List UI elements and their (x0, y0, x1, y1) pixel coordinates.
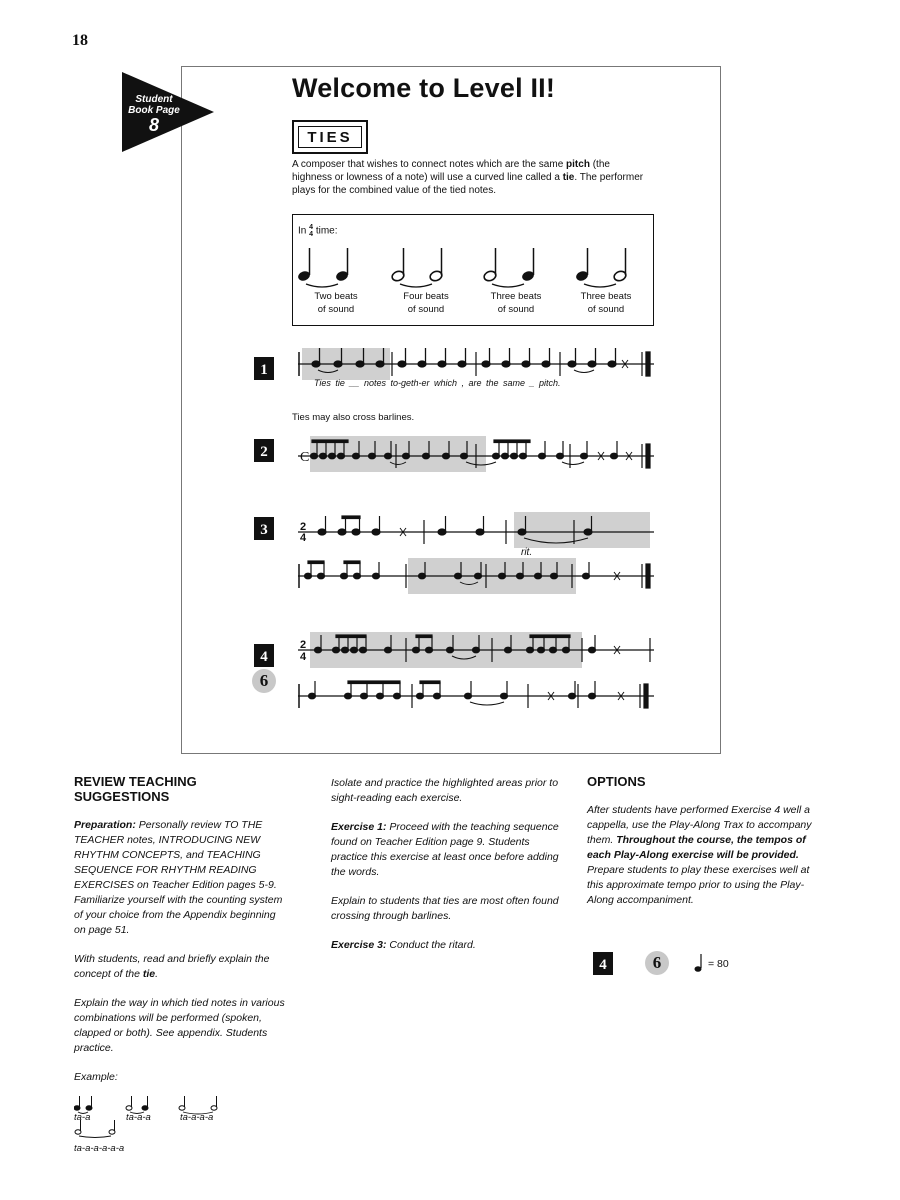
play-along-track-icon: 6 (252, 669, 276, 693)
example-label: Example: (74, 1071, 118, 1083)
quarter-note-icon (694, 952, 706, 974)
exercise-1-label: Exercise 1: (331, 821, 387, 833)
in-label: In (298, 225, 307, 237)
time-top: 4 (309, 224, 314, 231)
student-book-page-label (124, 94, 184, 134)
with-students-text: With students, read and briefly explain the concept of the (74, 953, 270, 980)
exercise-3-text: Conduct the ritard. (386, 939, 476, 951)
exercise-4-staff-line-2 (296, 676, 656, 716)
exercise-notes-column (331, 776, 563, 967)
period: . (155, 968, 159, 980)
page-title: Welcome to Level II! (292, 73, 556, 103)
time-signature-label (298, 224, 337, 238)
common-time-symbol: C (300, 450, 310, 465)
ex3-time-bottom: 4 (300, 532, 307, 544)
review-heading-line-1: REVIEW TEACHING (74, 774, 197, 789)
intro-text-3: . The performer plays for the combined value of the tied notes. (292, 172, 644, 196)
preparation-paragraph (74, 818, 286, 938)
preparation-text: Personally review TO THE TEACHER notes, INTRODUCING NEW RHYTHM CONCEPTS, and TEACHING SEQUENCE FOR RHYTHM READING EXERCISES on Teacher Edition pages 5-9. Familiarize yourself with the counting system of your choice from the Appendix beginning on page 51. (74, 819, 283, 936)
options-column (587, 774, 819, 922)
section-label: TIES (298, 126, 362, 148)
exercise-2-badge: 2 (254, 442, 274, 462)
count-4: ta-a-a-a-a-a (74, 1143, 125, 1154)
tempo-marking: = 80 (708, 958, 729, 970)
pitch-term: pitch (566, 159, 590, 170)
intro-text-1: A composer that wishes to connect notes which are the same (292, 159, 567, 170)
review-teaching-column (74, 774, 286, 1085)
ex3-time-top: 2 (300, 521, 307, 533)
caption-line-1: Three beats (580, 291, 632, 302)
exercise-2-staff (296, 434, 656, 474)
intro-text-2: (the highness or lowness of a note) will use a curved line called a (292, 159, 610, 183)
options-paragraph (587, 803, 819, 908)
cross-barlines-note: Ties may also cross barlines. (292, 412, 415, 423)
tie-example-notes (292, 240, 652, 290)
caption-line-2: of sound (407, 304, 445, 315)
exercise-3-badge: 3 (254, 520, 274, 540)
caption-line-1: Three beats (490, 291, 542, 302)
page-number: 18 (72, 32, 88, 49)
ex4-time-bottom: 4 (300, 651, 307, 663)
exercise-4-badge: 4 (254, 647, 274, 667)
caption-line-2: of sound (497, 304, 535, 315)
preparation-label: Preparation: (74, 819, 136, 831)
exercise-1-paragraph (331, 820, 563, 880)
options-track-icon: 6 (645, 951, 669, 975)
tab-page-number: 8 (148, 115, 159, 135)
options-text-1: After students have performed Exercise 4 well a cappella, use the Play-Along Trax to accompany them. (587, 804, 812, 846)
exercise-4-staff-line-1 (296, 630, 656, 670)
count-1: ta-a (74, 1112, 91, 1123)
counting-example-notes (74, 1094, 274, 1138)
tie-example-1 (297, 248, 349, 287)
exercise-1-staff (296, 342, 656, 382)
ritard-marking: rit. (521, 547, 533, 558)
section-label-box (292, 120, 368, 154)
options-text-2: Prepare students to play these exercises well at this approximate tempo prior to using the Play-Along accompaniment. (587, 864, 810, 906)
options-exercise-badge: 4 (593, 955, 613, 975)
time-bottom: 4 (309, 231, 314, 238)
tie-term: tie (562, 172, 575, 183)
caption-line-1: Four beats (403, 291, 449, 302)
exercise-1-text: Proceed with the teaching sequence found on Teacher Edition page 9. Students practice this exercise at least once before adding the words. (331, 821, 559, 878)
ties-crossing-paragraph: Explain to students that ties are most often found crossing through barlines. (331, 895, 559, 922)
count-2: ta-a-a (126, 1112, 151, 1123)
exercise-1-lyrics: Ties tie __ notes to-geth-er which , are the same _ pitch. (314, 378, 561, 388)
caption-line-2: of sound (317, 304, 355, 315)
exercise-1-badge: 1 (254, 360, 274, 380)
options-heading: OPTIONS (587, 774, 646, 789)
tie-caption-1 (301, 290, 371, 316)
time-label: time: (315, 225, 338, 237)
exercise-3-paragraph (331, 938, 563, 953)
tie-caption-4 (571, 290, 641, 316)
ties-intro-paragraph (292, 158, 652, 197)
exercise-3-staff-line-1 (296, 508, 656, 552)
exercise-3-staff-line-2 (296, 556, 656, 596)
tab-line-2: Book Page (128, 105, 180, 116)
ex4-time-top: 2 (300, 639, 307, 651)
tie-caption-3 (481, 290, 551, 316)
tie-word: tie (142, 968, 156, 980)
time-signature (309, 224, 313, 238)
tab-line-1: Student (135, 94, 173, 105)
exercise-3-label: Exercise 3: (331, 939, 387, 951)
isolate-paragraph: Isolate and practice the highlighted areas prior to sight-reading each exercise. (331, 777, 559, 804)
options-bold-text: Throughout the course, the tempos of each Play-Along exercise will be provided. (587, 834, 806, 861)
caption-line-2: of sound (587, 304, 625, 315)
explain-paragraph: Explain the way in which tied notes in various combinations will be performed (spoken, clapped or both). See appendix. Students practice. (74, 997, 285, 1054)
tie-example-2 (391, 248, 443, 287)
tie-caption-2 (391, 290, 461, 316)
caption-line-1: Two beats (314, 291, 358, 302)
review-heading-line-2: SUGGESTIONS (74, 789, 170, 804)
count-3: ta-a-a-a (180, 1112, 214, 1123)
with-students-paragraph (74, 952, 286, 982)
tie-example-4 (575, 248, 627, 287)
tie-example-3 (483, 248, 535, 287)
